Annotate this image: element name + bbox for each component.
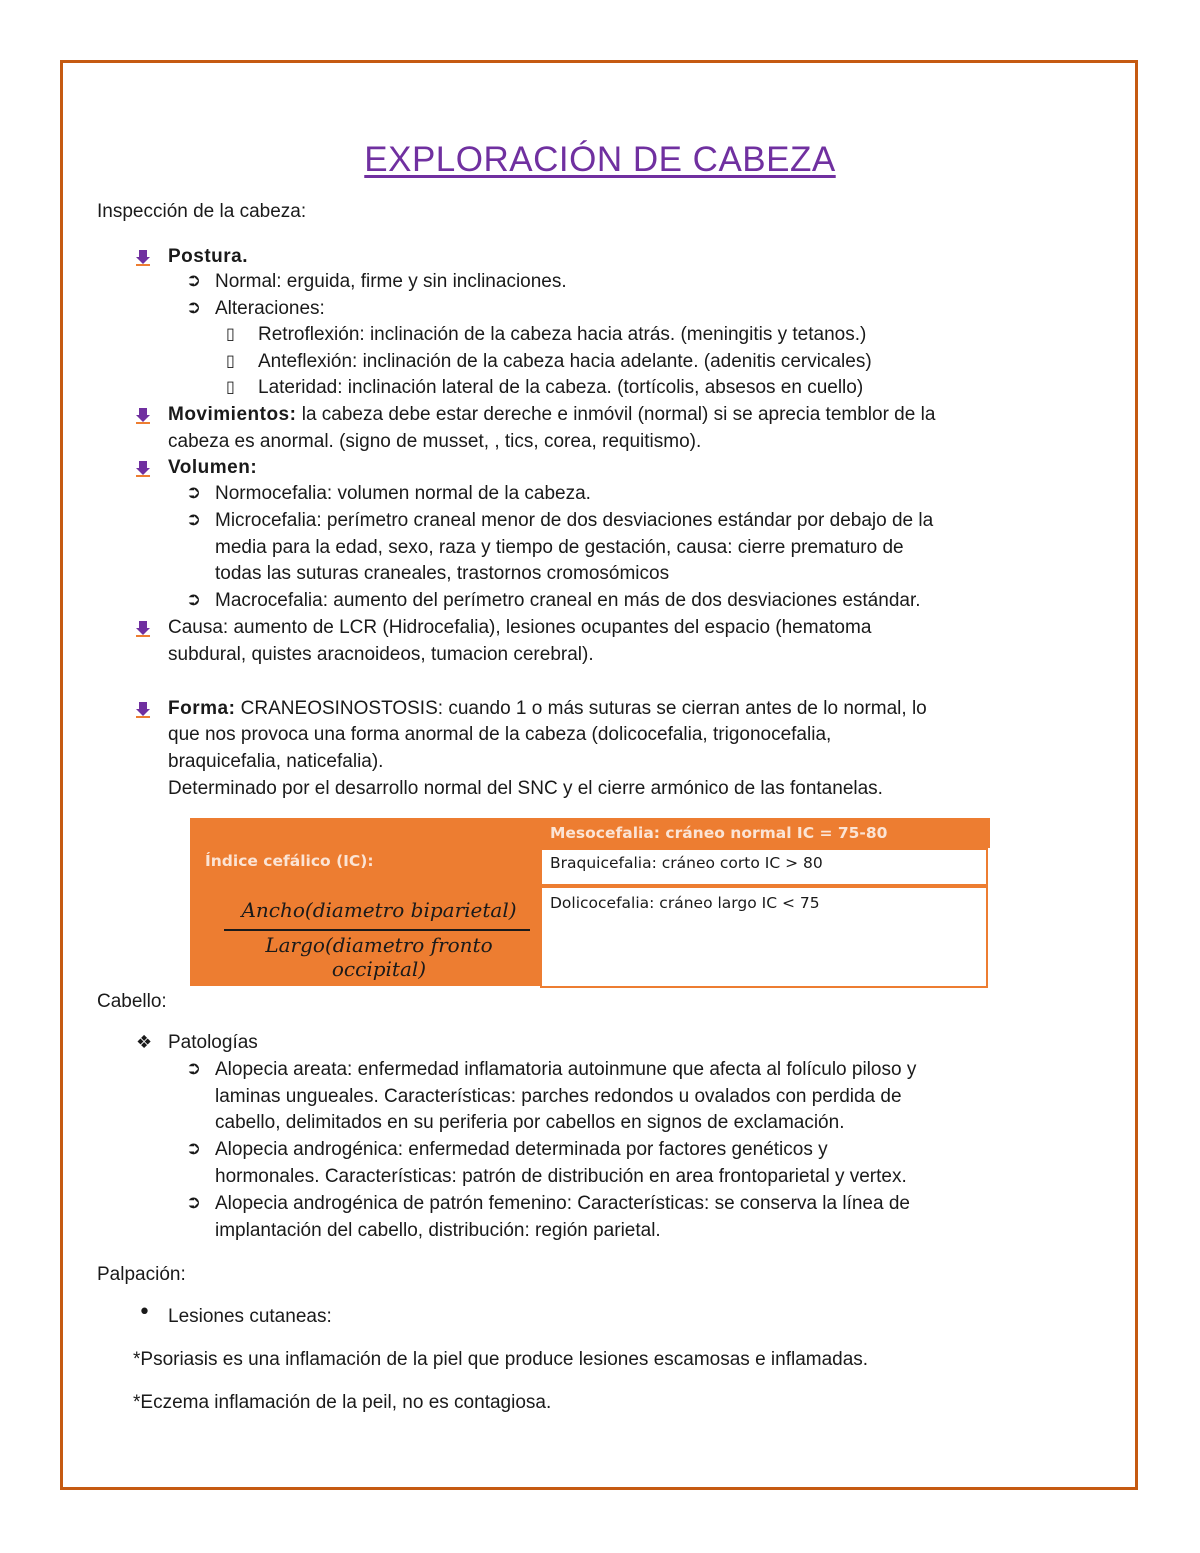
formula-denominator: Largo(diametro fronto occipital) <box>265 933 493 981</box>
forma-line1 <box>168 696 927 723</box>
lesiones-cutaneas: Lesiones cutaneas: <box>168 1306 332 1327</box>
arrow-down-bullet-icon <box>136 702 150 718</box>
microcefalia-line1: Microcefalia: perímetro craneal menor de dos desviaciones estándar por debajo de la <box>215 510 934 531</box>
arrow-bullet-icon: ➲ <box>186 589 202 610</box>
page-title: EXPLORACIÓN DE CABEZA <box>364 140 836 179</box>
arrow-bullet-icon: ➲ <box>186 482 202 503</box>
normocefalia: Normocefalia: volumen normal de la cabeza. <box>215 483 591 504</box>
arrow-bullet-icon: ➲ <box>186 270 202 291</box>
areata-line3: cabello, delimitados en su periferia por cabellos en signos de exclamación. <box>215 1112 845 1133</box>
arrow-down-bullet-icon <box>136 461 150 477</box>
dolicocefalia-text: Dolicocefalia: cráneo largo IC < 75 <box>550 894 820 912</box>
palpacion-heading: Palpación: <box>97 1264 186 1285</box>
braquicefalia-text: Braquicefalia: cráneo corto IC > 80 <box>550 854 823 872</box>
forma-label: Forma: <box>168 698 236 719</box>
androgenica-line1: Alopecia androgénica: enfermedad determinada por factores genéticos y <box>215 1139 828 1160</box>
microcefalia-line2: media para la edad, sexo, raza y tiempo de gestación, causa: cierre prematuro de <box>215 537 904 558</box>
lateridad: Lateridad: inclinación lateral de la cabeza. (tortícolis, absesos en cuello) <box>258 377 864 398</box>
forma-line4: Determinado por el desarrollo normal del SNC y el cierre armónico de las fontanelas. <box>168 778 883 799</box>
square-bullet-icon: ▯ <box>226 351 235 370</box>
causa-line1: Causa: aumento de LCR (Hidrocefalia), lesiones ocupantes del espacio (hematoma <box>168 617 872 638</box>
psoriasis-note: *Psoriasis es una inflamación de la piel que produce lesiones escamosas e inflamadas. <box>133 1349 869 1370</box>
square-bullet-icon: ▯ <box>226 324 235 343</box>
causa-line2: subdural, quistes aracnoideos, tumacion cerebral). <box>168 644 594 665</box>
postura-alteraciones: Alteraciones: <box>215 298 325 319</box>
postura-normal: Normal: erguida, firme y sin inclinaciones. <box>215 271 567 292</box>
patologias-label: Patologías <box>168 1032 258 1053</box>
movimientos-label: Movimientos: <box>168 404 297 425</box>
arrow-bullet-icon: ➲ <box>186 1058 202 1079</box>
androgenica-line2: hormonales. Características: patrón de distribución en area frontoparietal y vertex. <box>215 1166 907 1187</box>
postura-label: Postura. <box>168 246 249 267</box>
arrow-bullet-icon: ➲ <box>186 297 202 318</box>
movimientos-line2: cabeza es anormal. (signo de musset, , tics, corea, requitismo). <box>168 431 702 452</box>
anteflexion: Anteflexión: inclinación de la cabeza hacia adelante. (adenitis cervicales) <box>258 351 872 372</box>
indice-label: Índice cefálico (IC): <box>205 852 374 870</box>
cabello-heading: Cabello: <box>97 991 167 1012</box>
areata-line1: Alopecia areata: enfermedad inflamatoria autoinmune que afecta al folículo piloso y <box>215 1059 917 1080</box>
fraction-line <box>224 929 530 931</box>
forma-line2: que nos provoca una forma anormal de la cabeza (dolicocefalia, trigonocefalia, <box>168 724 832 745</box>
volumen-label: Volumen: <box>168 457 258 478</box>
microcefalia-line3: todas las suturas craneales, trastornos cromosómicos <box>215 563 670 584</box>
arrow-bullet-icon: ➲ <box>186 1192 202 1213</box>
star-bullet-icon: ❖ <box>136 1032 153 1053</box>
arrow-down-bullet-icon <box>136 621 150 637</box>
arrow-down-bullet-icon <box>136 408 150 424</box>
square-bullet-icon: ▯ <box>226 377 235 396</box>
retroflexion: Retroflexión: inclinación de la cabeza hacia atrás. (meningitis y tetanos.) <box>258 324 867 345</box>
formula-numerator: Ancho(diametro biparietal) <box>241 898 517 922</box>
eczema-note: *Eczema inflamación de la peil, no es contagiosa. <box>133 1392 552 1413</box>
inspeccion-heading: Inspección de la cabeza: <box>97 201 307 222</box>
arrow-bullet-icon: ➲ <box>186 509 202 530</box>
femenino-line1: Alopecia androgénica de patrón femenino: Características: se conserva la línea de <box>215 1193 910 1214</box>
arrow-down-bullet-icon <box>136 250 150 266</box>
areata-line2: laminas ungueales. Características: parches redondos u ovalados con perdida de <box>215 1086 902 1107</box>
movimientos-line1 <box>168 402 935 429</box>
femenino-line2: implantación del cabello, distribución: región parietal. <box>215 1220 661 1241</box>
movimientos-text: la cabeza debe estar dereche e inmóvil (normal) si se aprecia temblor de la <box>296 404 936 425</box>
macrocefalia: Macrocefalia: aumento del perímetro craneal en más de dos desviaciones estándar. <box>215 590 921 611</box>
arrow-bullet-icon: ➲ <box>186 1138 202 1159</box>
dot-bullet-icon: • <box>138 1300 151 1325</box>
mesocefalia-text: Mesocefalia: cráneo normal IC = 75-80 <box>550 824 888 842</box>
forma-line3: braquicefalia, naticefalia). <box>168 751 384 772</box>
forma-text: CRANEOSINOSTOSIS: cuando 1 o más suturas se cierran antes de lo normal, lo <box>235 698 927 719</box>
